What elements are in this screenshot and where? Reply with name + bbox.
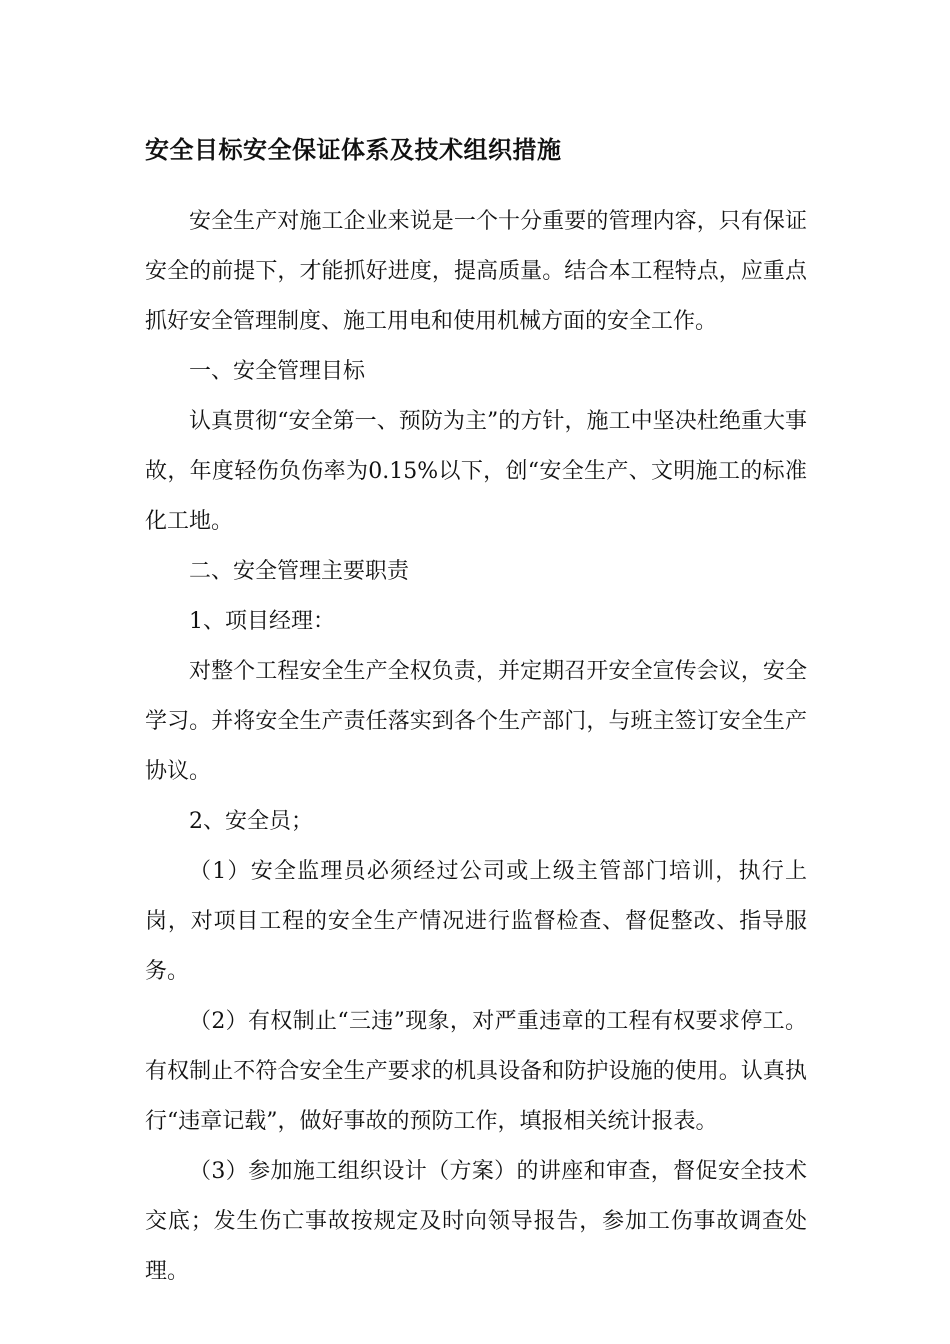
subheading-safety-officer: 2、安全员； [189, 809, 313, 834]
paragraph-safety-goal: 认真贯彻“安全第一、预防为主”的方针，施工中坚决杜绝重大事故，年度轻伤负伤率为0.15%以下，创“安全生产、文明施工的标准化工地。 [145, 409, 807, 534]
paragraph-safety-officer-3: （3）参加施工组织设计（方案）的讲座和审查，督促安全技术交底；发生伤亡事故按规定及时向领导报告，参加工伤事故调查处理。 [145, 1159, 807, 1284]
section-heading-responsibilities: 二、安全管理主要职责 [189, 559, 410, 584]
document-title: 安全目标安全保证体系及技术组织措施 [145, 136, 562, 164]
paragraph-safety-officer-1: （1）安全监理员必须经过公司或上级主管部门培训，执行上岗，对项目工程的安全生产情况进行监督检查、督促整改、指导服务。 [145, 859, 807, 984]
paragraph-safety-officer-2: （2）有权制止“三违”现象，对严重违章的工程有权要求停工。有权制止不符合安全生产要求的机具设备和防护设施的使用。认真执行“违章记载”，做好事故的预防工作，填报相关统计报表。 [145, 1009, 807, 1134]
paragraph-project-manager: 对整个工程安全生产全权负责，并定期召开安全宣传会议，安全学习。并将安全生产责任落实到各个生产部门，与班主签订安全生产协议。 [145, 659, 807, 784]
paragraph-intro: 安全生产对施工企业来说是一个十分重要的管理内容，只有保证安全的前提下，才能抓好进度，提高质量。结合本工程特点，应重点抓好安全管理制度、施工用电和使用机械方面的安全工作。 [145, 209, 807, 334]
subheading-project-manager: 1、项目经理： [189, 609, 335, 634]
section-heading-safety-goal: 一、安全管理目标 [189, 359, 366, 384]
document-page [145, 130, 807, 1297]
